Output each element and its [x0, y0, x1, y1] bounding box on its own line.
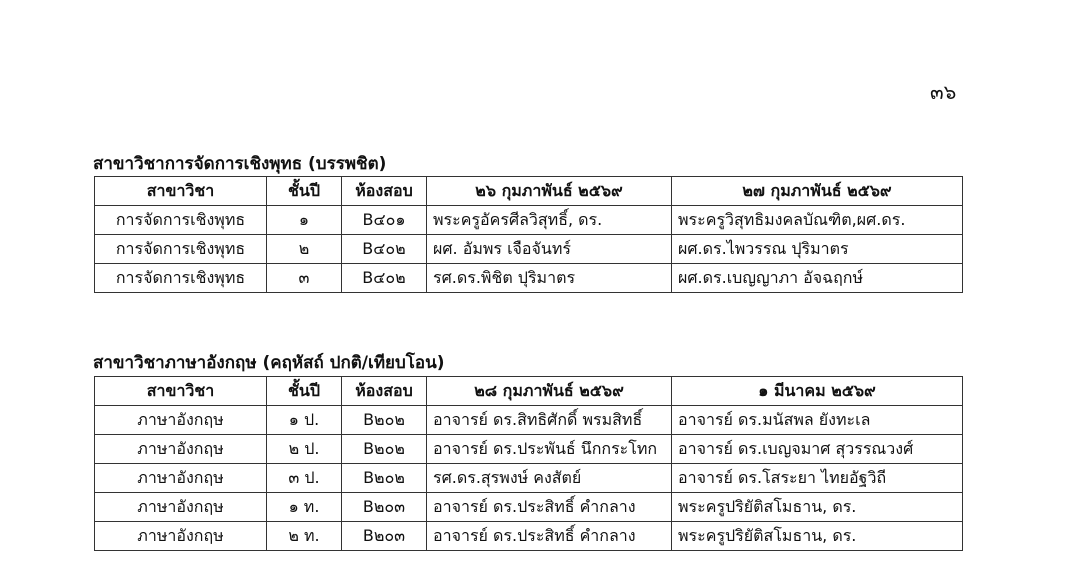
cell-major: ภาษาอังกฤษ [95, 435, 267, 464]
header-date-2: ๑ มีนาคม ๒๕๖๙ [672, 377, 963, 406]
header-major: สาขาวิชา [95, 377, 267, 406]
cell-room: B๔๐๒ [342, 264, 427, 293]
cell-room: B๒๐๓ [342, 493, 427, 522]
cell-year: ๒ ป. [267, 435, 342, 464]
cell-year: ๒ [267, 235, 342, 264]
cell-proctor-2: ผศ.ดร.เบญญาภา อัจฉฤกษ์ [672, 264, 963, 293]
cell-proctor-2: พระครูวิสุทธิมงคลบัณฑิต,ผศ.ดร. [672, 206, 963, 235]
cell-proctor-2: ผศ.ดร.ไพวรรณ ปุริมาตร [672, 235, 963, 264]
cell-major: การจัดการเชิงพุทธ [95, 264, 267, 293]
cell-room: B๒๐๒ [342, 435, 427, 464]
cell-proctor-1: รศ.ดร.สุรพงษ์ คงสัตย์ [427, 464, 672, 493]
table-row [95, 206, 963, 235]
cell-proctor-1: ผศ. อัมพร เจือจันทร์ [427, 235, 672, 264]
cell-proctor-1: รศ.ดร.พิชิต ปุริมาตร [427, 264, 672, 293]
table-row [95, 493, 963, 522]
header-date-1: ๒๘ กุมภาพันธ์ ๒๕๖๙ [427, 377, 672, 406]
table-buddhist-management [94, 176, 963, 293]
section-title-english: สาขาวิชาภาษาอังกฤษ (คฤหัสถ์ ปกติ/เทียบโอน) [93, 353, 445, 373]
table-header-row [95, 177, 963, 206]
cell-major: การจัดการเชิงพุทธ [95, 206, 267, 235]
cell-proctor-1: อาจารย์ ดร.ประพันธ์ นึกกระโทก [427, 435, 672, 464]
header-year: ชั้นปี [267, 177, 342, 206]
cell-proctor-1: อาจารย์ ดร.สิทธิศักดิ์ พรมสิทธิ์ [427, 406, 672, 435]
cell-proctor-2: อาจารย์ ดร.โสระยา ไทยอัฐวิถี [672, 464, 963, 493]
cell-major: ภาษาอังกฤษ [95, 464, 267, 493]
cell-room: B๒๐๒ [342, 464, 427, 493]
cell-major: ภาษาอังกฤษ [95, 522, 267, 551]
cell-year: ๓ ป. [267, 464, 342, 493]
cell-year: ๑ ป. [267, 406, 342, 435]
cell-proctor-2: อาจารย์ ดร.เบญจมาศ สุวรรณวงศ์ [672, 435, 963, 464]
cell-year: ๑ [267, 206, 342, 235]
page-number: ๓๖ [930, 80, 957, 104]
table-row [95, 522, 963, 551]
cell-year: ๑ ท. [267, 493, 342, 522]
header-room: ห้องสอบ [342, 177, 427, 206]
cell-major: ภาษาอังกฤษ [95, 493, 267, 522]
cell-year: ๓ [267, 264, 342, 293]
table-row [95, 406, 963, 435]
cell-major: ภาษาอังกฤษ [95, 406, 267, 435]
cell-room: B๔๐๑ [342, 206, 427, 235]
cell-major: การจัดการเชิงพุทธ [95, 235, 267, 264]
table-row [95, 264, 963, 293]
header-year: ชั้นปี [267, 377, 342, 406]
cell-proctor-2: พระครูปริยัติสโมธาน, ดร. [672, 522, 963, 551]
header-date-1: ๒๖ กุมภาพันธ์ ๒๕๖๙ [427, 177, 672, 206]
header-room: ห้องสอบ [342, 377, 427, 406]
cell-room: B๒๐๓ [342, 522, 427, 551]
table-row [95, 435, 963, 464]
cell-proctor-2: พระครูปริยัติสโมธาน, ดร. [672, 493, 963, 522]
table-english [94, 376, 963, 551]
cell-room: B๔๐๒ [342, 235, 427, 264]
cell-proctor-1: อาจารย์ ดร.ประสิทธิ์ คำกลาง [427, 493, 672, 522]
table-row [95, 235, 963, 264]
cell-year: ๒ ท. [267, 522, 342, 551]
cell-proctor-1: พระครูอัครศีลวิสุทธิ์, ดร. [427, 206, 672, 235]
table-header-row [95, 377, 963, 406]
header-major: สาขาวิชา [95, 177, 267, 206]
cell-room: B๒๐๒ [342, 406, 427, 435]
table-row [95, 464, 963, 493]
header-date-2: ๒๗ กุมภาพันธ์ ๒๕๖๙ [672, 177, 963, 206]
cell-proctor-2: อาจารย์ ดร.มนัสพล ยังทะเล [672, 406, 963, 435]
section-title-buddhist-management: สาขาวิชาการจัดการเชิงพุทธ (บรรพชิต) [93, 154, 387, 174]
cell-proctor-1: อาจารย์ ดร.ประสิทธิ์ คำกลาง [427, 522, 672, 551]
